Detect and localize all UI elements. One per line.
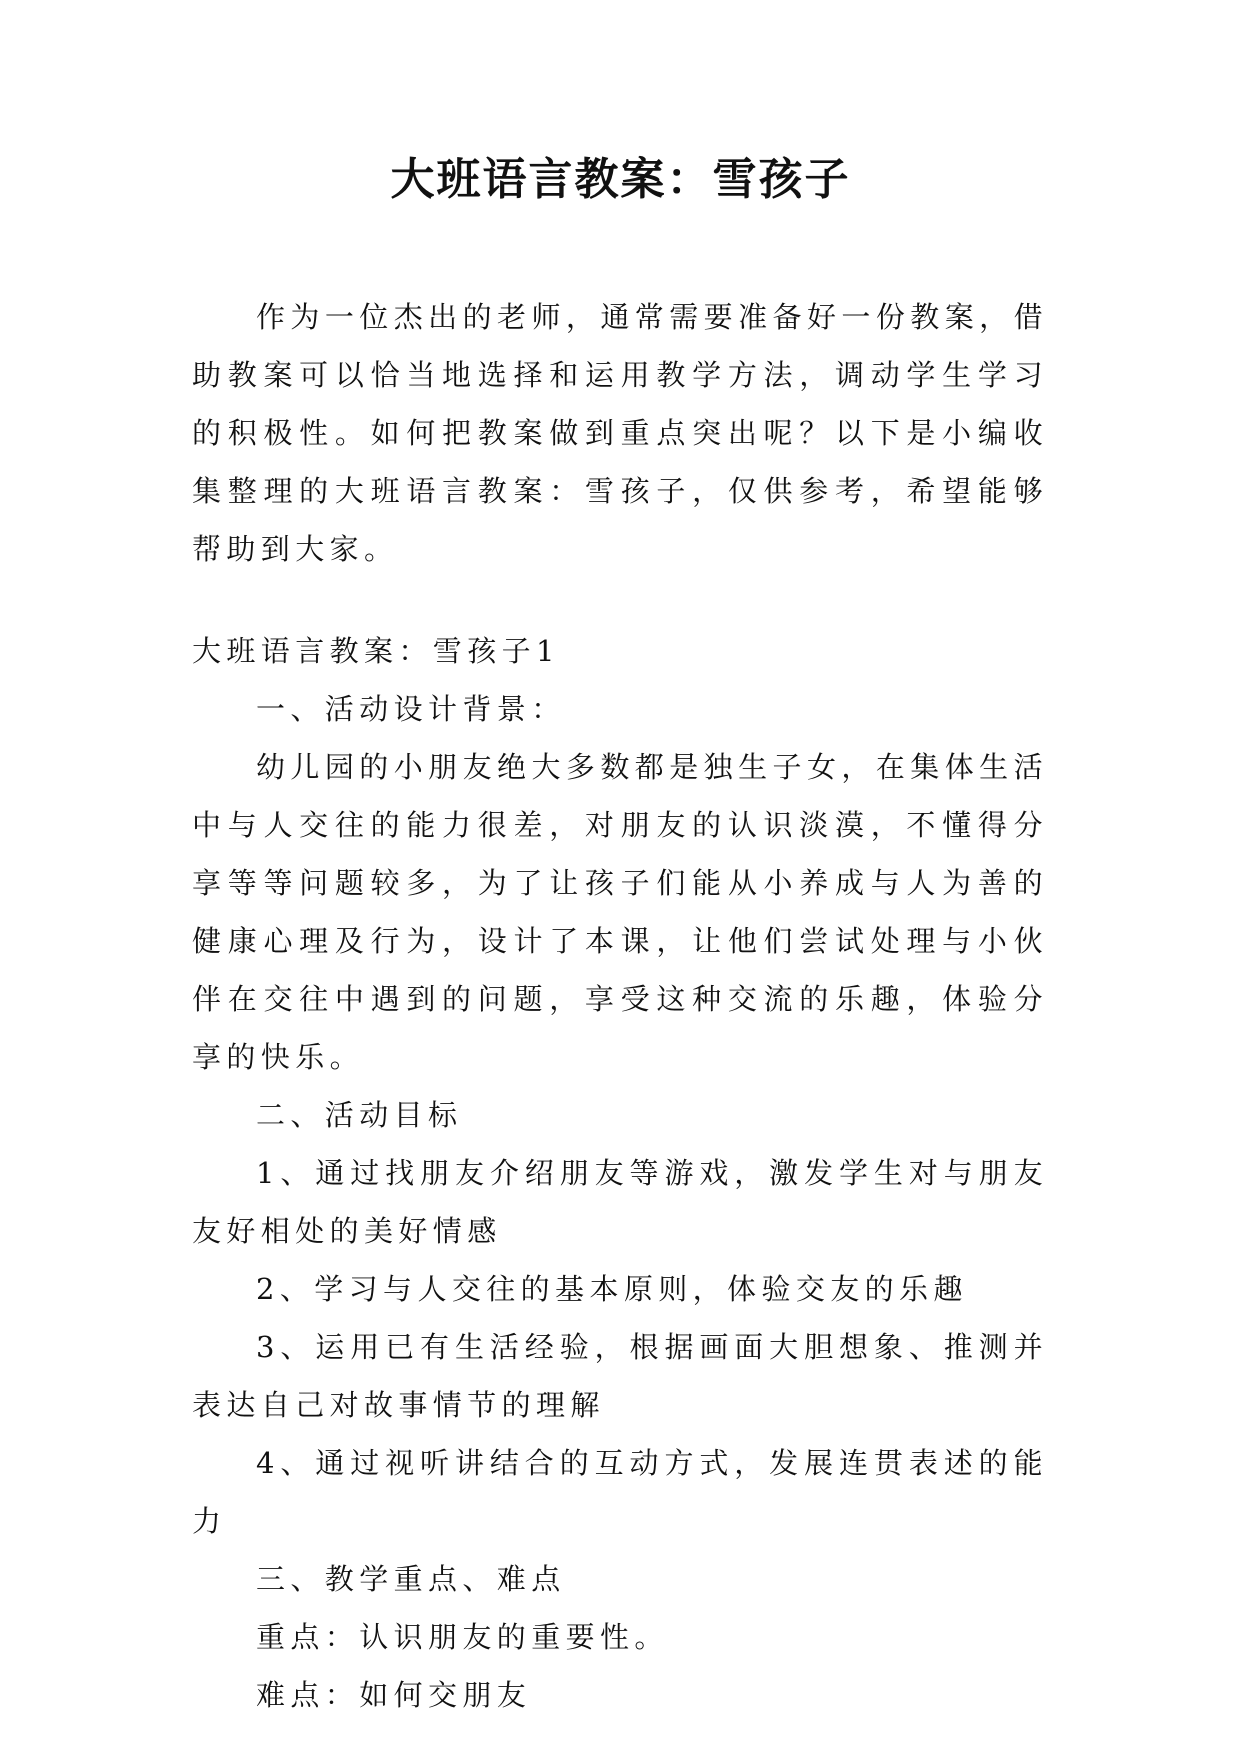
- goal-item-3: 3、运用已有生活经验，根据画面大胆想象、推测并表达自己对故事情节的理解: [192, 1330, 1048, 1422]
- key-point: 重点：认识朋友的重要性。: [256, 1620, 669, 1654]
- goal-item-1: 1、通过找朋友介绍朋友等游戏，激发学生对与朋友友好相处的美好情感: [192, 1156, 1048, 1248]
- goal-item-4: 4、通过视听讲结合的互动方式，发展连贯表述的能力: [192, 1446, 1048, 1538]
- background-heading: 一、活动设计背景：: [256, 692, 566, 726]
- background-paragraph: 幼儿园的小朋友绝大多数都是独生子女，在集体生活中与人交往的能力很差，对朋友的认识淡漠，不懂得分享等等问题较多，为了让孩子们能从小养成与人为善的健康心理及行为，设计了本课，让他们尝试处理与小伙伴在交往中遇到的问题，享受这种交流的乐趣，体验分享的快乐。: [192, 750, 1048, 1074]
- difficulty-point: 难点：如何交朋友: [256, 1678, 532, 1712]
- goals-heading: 二、活动目标: [256, 1098, 463, 1132]
- goal-item-2: 2、学习与人交往的基本原则，体验交友的乐趣: [256, 1272, 968, 1306]
- document-body: [192, 288, 1048, 1724]
- document-title: 大班语言教案：雪孩子: [390, 154, 851, 205]
- key-points-heading: 三、教学重点、难点: [256, 1562, 566, 1596]
- section-heading: 大班语言教案：雪孩子1: [192, 634, 560, 668]
- intro-paragraph: 作为一位杰出的老师，通常需要准备好一份教案，借助教案可以恰当地选择和运用教学方法，调动学生学习的积极性。如何把教案做到重点突出呢？以下是小编收集整理的大班语言教案：雪孩子，仅供参考，希望能够帮助到大家。: [192, 300, 1048, 566]
